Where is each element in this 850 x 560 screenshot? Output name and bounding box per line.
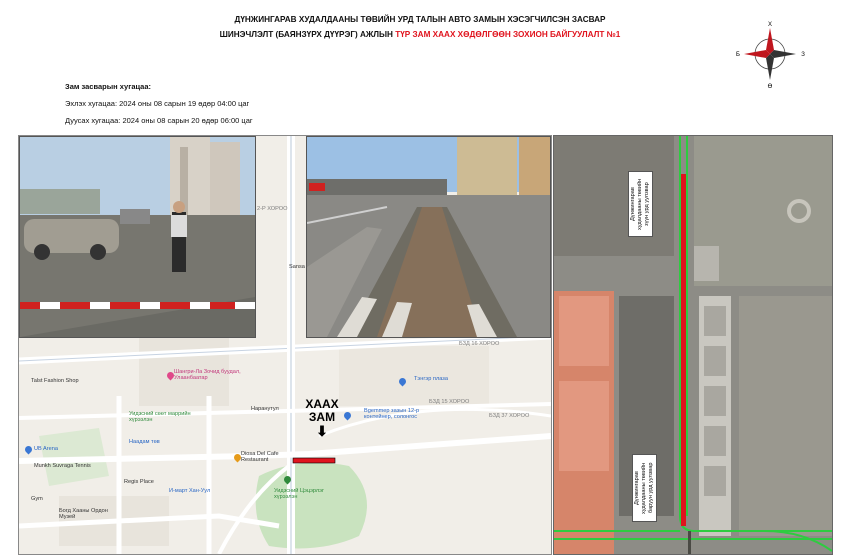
title-line-2-prefix: ШИНЭЧЛЭЛТ (БАЯНЗҮРХ ДҮҮРЭГ) АЖЛЫН <box>219 30 393 39</box>
photo-traffic-officer <box>19 136 256 338</box>
map-label: БЗД 15 ХОРОО <box>429 399 470 405</box>
title-line-2-highlight: ТҮР ЗАМ ХААХ ХӨДӨЛГӨӨН ЗОХИОН БАЙГУУЛАЛТ №1 <box>395 30 621 39</box>
label-west-intersection: Дүнжингарав худалдааны төвийн баруун урд уулзвар <box>632 454 657 522</box>
map-label: Богд Хааны Ордон Музей <box>59 508 108 520</box>
map-label: БЗД 16 ХОРОО <box>459 341 500 347</box>
map-label: БЗД 37 ХОРОО <box>489 413 530 419</box>
satellite-map <box>553 135 833 555</box>
schedule-block <box>65 78 253 129</box>
photo-road-works <box>306 136 551 338</box>
map-label: Наранутул <box>251 406 279 412</box>
map-label: Regis Place <box>124 479 154 485</box>
title-line-2 <box>150 27 690 42</box>
compass-w: Б <box>736 52 740 58</box>
compass-rose-icon <box>735 18 805 88</box>
document-title <box>150 12 690 42</box>
map-label: UB Arena <box>34 446 58 452</box>
compass-s: Ө <box>767 84 773 88</box>
closure-label-line-1: ХААХ <box>305 397 339 411</box>
map-label: Sansa <box>289 264 305 270</box>
title-line-1: ДҮНЖИНГАРАВ ХУДАЛДААНЫ ТӨВИЙН УРД ТАЛЫН АВТО ЗАМЫН ХЭСЭГЧИЛСЭН ЗАСВАР <box>234 15 606 24</box>
map-label: И-март Хан-Уул <box>169 488 211 494</box>
map-label: 2-Р ХОРОО <box>257 206 288 212</box>
map-label: Тэнгэр плаза <box>414 376 448 382</box>
map-label: Munkh Suvraga Tennis <box>34 463 91 469</box>
street-map <box>18 135 552 555</box>
label-east-intersection: Дүнжингарав худалдааны төвийн зүүн урд уулзвар <box>628 171 653 237</box>
map-label: Шангри-Ла Зочид буудал, Улаанбаатар <box>174 369 241 381</box>
compass-n: Х <box>767 22 773 28</box>
schedule-end: Дуусах хугацаа: 2024 оны 08 сарын 20 өдөр 06:00 цаг <box>65 116 253 125</box>
map-label: Наадам төв <box>129 439 160 445</box>
schedule-start: Эхлэх хугацаа: 2024 оны 08 сарын 19 өдөр 04:00 цаг <box>65 99 250 108</box>
down-arrow-icon: ⬇ <box>316 423 328 439</box>
map-label: Talst Fashion Shop <box>31 378 79 384</box>
map-label: Уидзсний сөөт маррийн хүрээлэн <box>129 411 191 423</box>
compass-e: З <box>801 52 805 58</box>
map-label: Diosa Del Cafe Restaurant <box>241 451 279 463</box>
schedule-heading: Зам засварын хугацаа: <box>65 82 152 91</box>
map-label: Вgemmер зазын 12-р контейнер, солонгос <box>364 408 420 420</box>
map-label: Gym <box>31 496 43 502</box>
closure-label-line-2: ЗАМ <box>308 410 336 424</box>
closure-callout <box>287 398 357 438</box>
map-label: Уидзсний Цэцэрлэг хүрээлэн <box>274 488 325 500</box>
